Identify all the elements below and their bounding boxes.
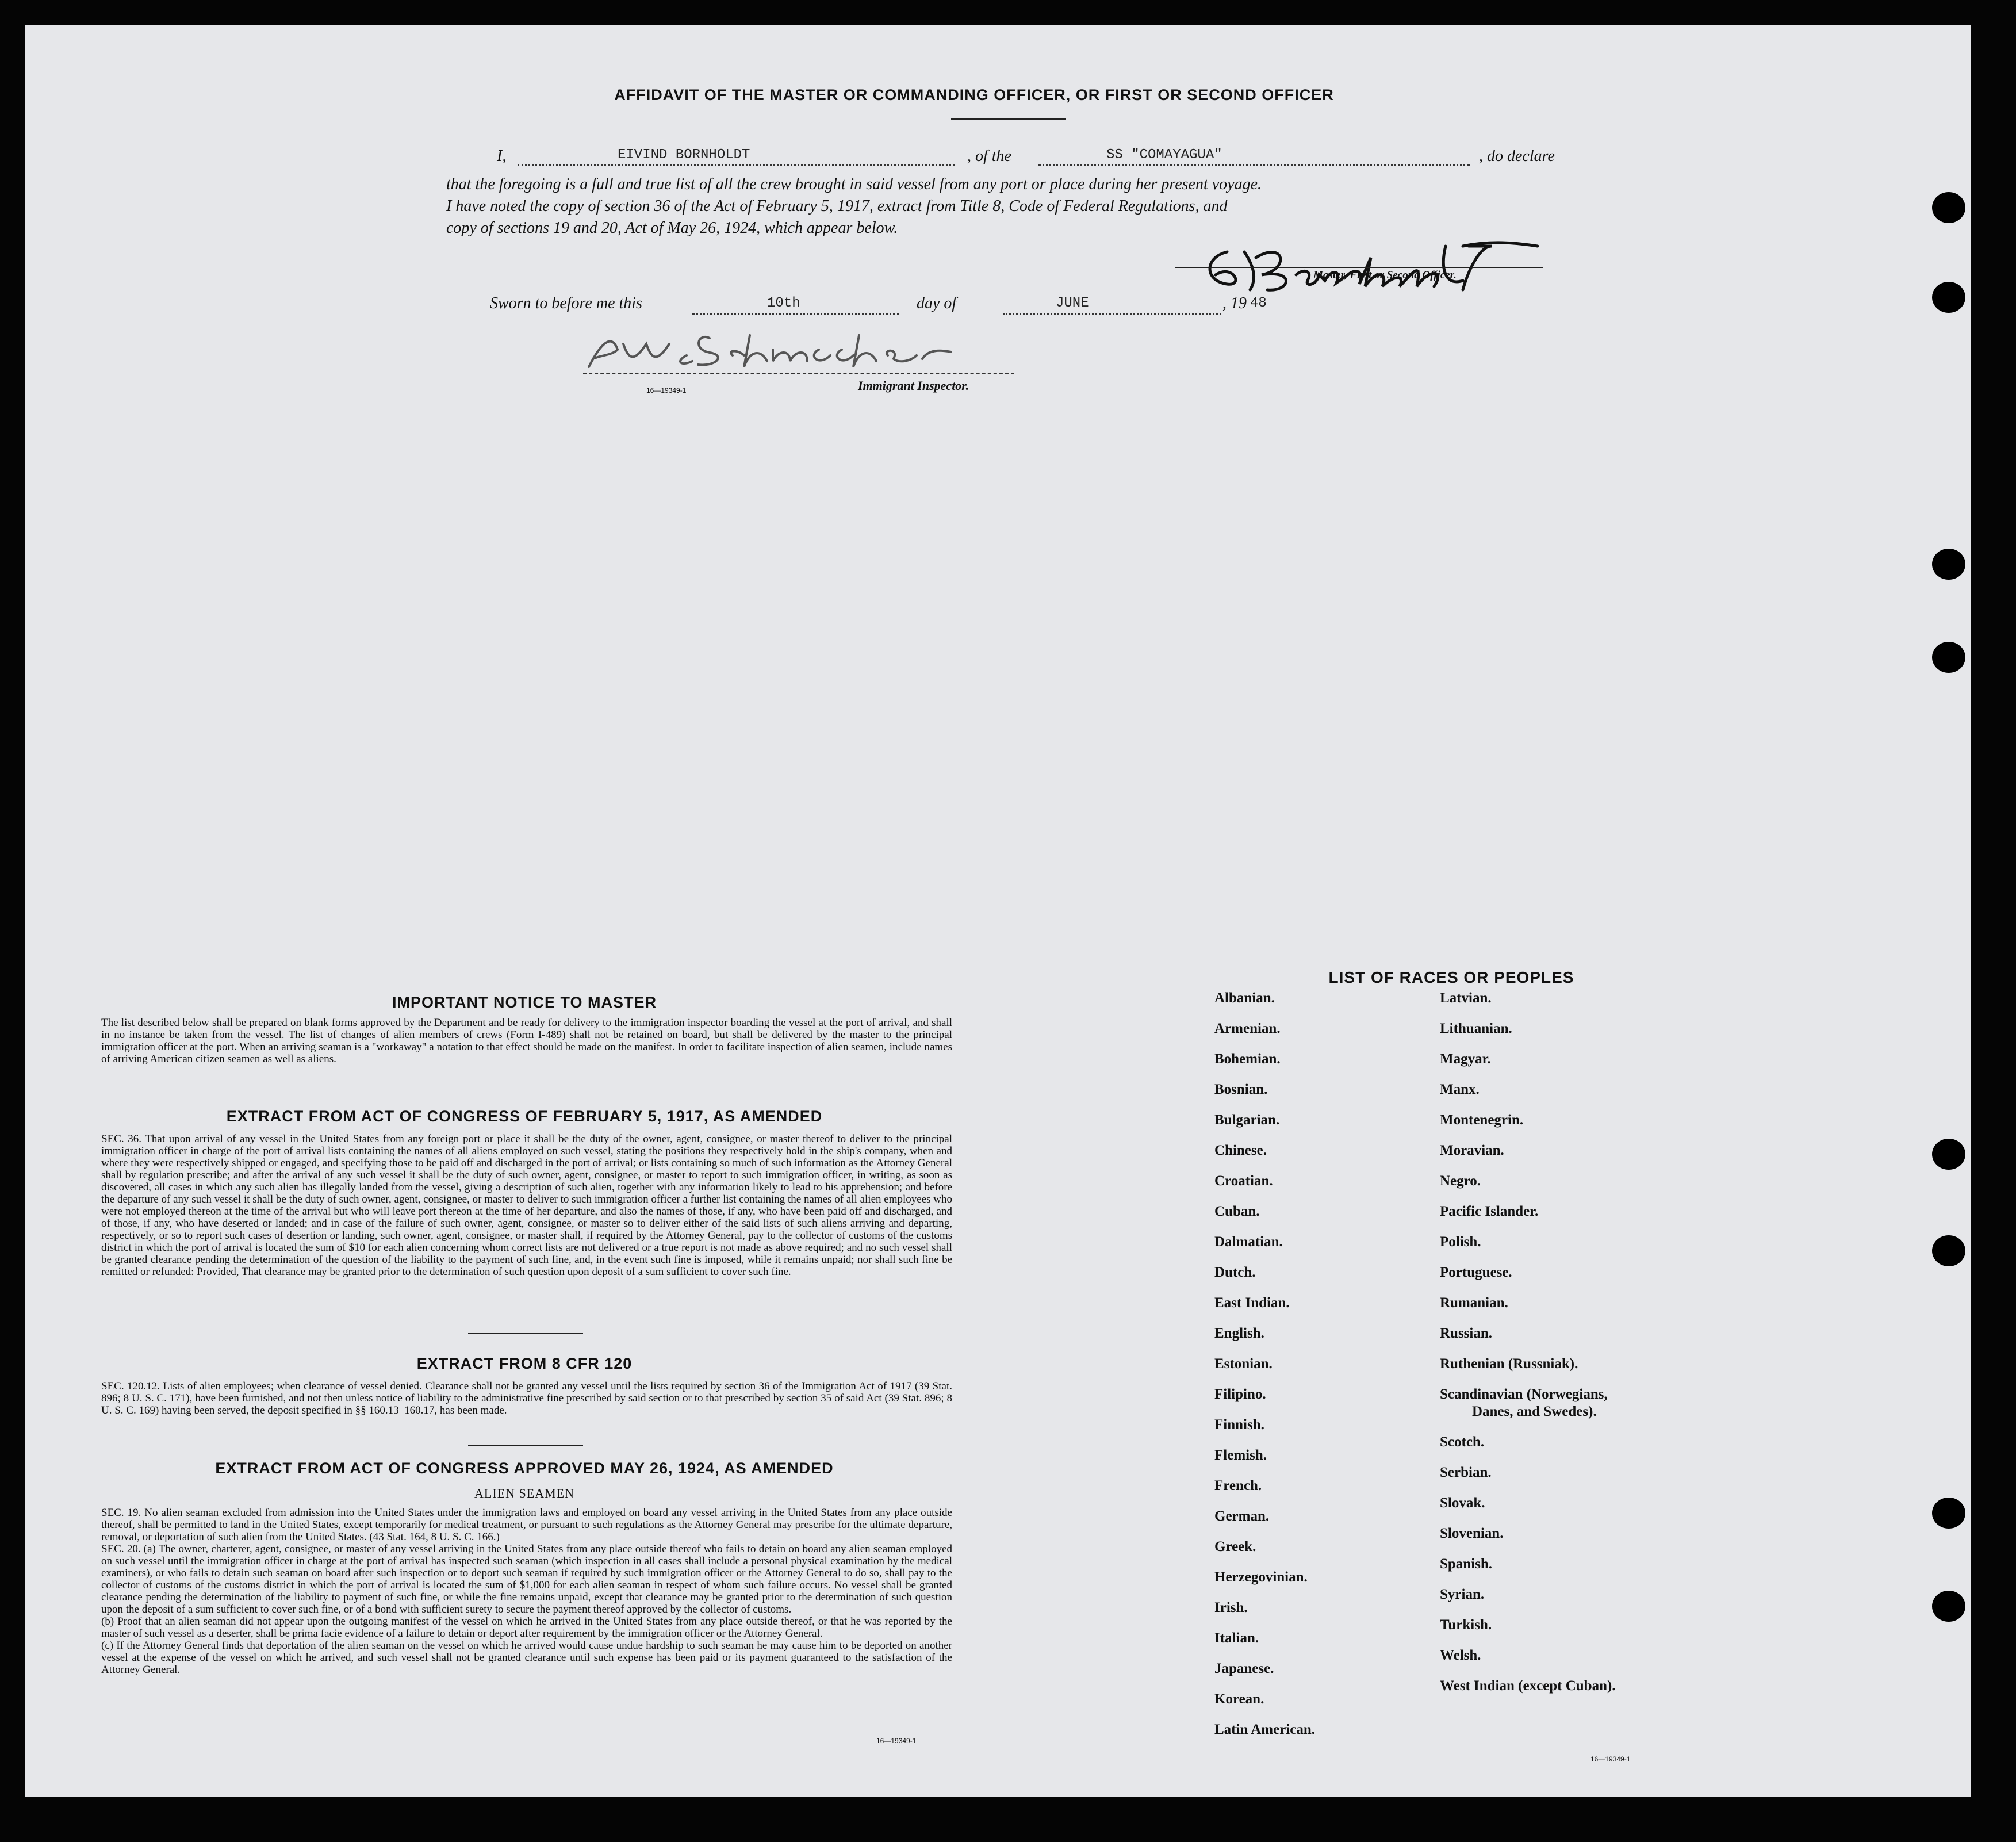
form-number-left: 16—19349-1 <box>876 1737 917 1745</box>
race-item: Scotch. <box>1440 1434 1485 1450</box>
month-line <box>1003 313 1221 315</box>
race-item: Welsh. <box>1440 1648 1481 1663</box>
race-item: West Indian (except Cuban). <box>1440 1678 1616 1694</box>
inspector-signature-line <box>583 373 1014 374</box>
extract-1924-text <box>101 1507 952 1676</box>
day-line <box>692 313 899 315</box>
inspector-signature <box>577 327 957 373</box>
sworn-month: JUNE <box>1056 296 1089 311</box>
master-signature <box>1193 235 1561 298</box>
vessel-line <box>1038 164 1470 166</box>
master-title: Master, First or Second Officer. <box>1313 269 1457 281</box>
race-item: Herzegovinian. <box>1214 1569 1308 1585</box>
race-item: Bohemian. <box>1214 1051 1281 1067</box>
declarant-name-line <box>518 164 955 166</box>
declaration-line-1: that the foregoing is a full and true list of all the crew brought in said vessel from any port or place during her present voyage. <box>446 175 1262 193</box>
declarant-prefix: I, <box>497 147 507 165</box>
race-item: Latin American. <box>1214 1722 1315 1737</box>
race-item: Ruthenian (Russniak). <box>1440 1356 1578 1372</box>
race-item: Scandinavian (Norwegians, <box>1440 1387 1608 1402</box>
important-notice-title: IMPORTANT NOTICE TO MASTER <box>392 994 657 1011</box>
race-item: Greek. <box>1214 1539 1256 1554</box>
punch-hole <box>1932 642 1965 673</box>
race-item: Croatian. <box>1214 1173 1273 1189</box>
race-item: Slovenian. <box>1440 1526 1504 1541</box>
race-item: Chinese. <box>1214 1143 1267 1158</box>
race-item: Cuban. <box>1214 1204 1260 1219</box>
race-item: Slovak. <box>1440 1495 1485 1511</box>
extract-cfr-text: SEC. 120.12. Lists of alien employees; when clearance of vessel denied. Clearance shall not be granted any vessel until the lists required by section 36 of the Immigration Act of 1917 (39 Stat. 896; 8 U. S. C. 171), have been furnished, and not then unless notice of liability to the administrative fine prescribed by said section or to that prescribed by section 35 of said Act (39 Stat. 896; 8 U. S. C. 169) having been served, the deposit specified in §§ 160.13–160.17, has been made. <box>101 1380 952 1416</box>
sec-20a-paragraph: SEC. 20. (a) The owner, charterer, agent, consignee, or master of any vessel arriving in the United States from any place outside thereof who fails to detain on board any alien seaman employed on such vessel until the immigration officer in charge at the port of arrival has inspected such seaman (which inspection in all cases shall include a personal physical examination by the medical examiners), or who fails to detain such seaman on board after such inspection or to deport such seaman if required by such immigration officer or the Attorney General to do so, shall pay to the collector of customs of the customs district in which the port of arrival is located the sum of $1,000 for each alien seaman in respect of whom such failure occurs. No vessel shall be granted clearance pending the determination of the liability to payment of such fine, or while the fine remains unpaid, except that clearance may be granted prior to the determination of such question upon the deposit of a sum sufficient to cover such fine, or of a bond with sufficient surety to secure the payment thereof approved by the collector of customs. <box>101 1543 952 1615</box>
race-item: Negro. <box>1440 1173 1481 1189</box>
race-item: Finnish. <box>1214 1417 1264 1433</box>
race-item: Manx. <box>1440 1082 1480 1097</box>
title-divider <box>951 118 1066 120</box>
race-item: Lithuanian. <box>1440 1021 1512 1036</box>
race-item: Danes, and Swedes). <box>1472 1404 1597 1419</box>
extract-1924-title: EXTRACT FROM ACT OF CONGRESS APPROVED MAY 26, 1924, AS AMENDED <box>215 1460 834 1477</box>
race-item: Syrian. <box>1440 1587 1485 1602</box>
race-item: Turkish. <box>1440 1617 1492 1633</box>
race-item: Japanese. <box>1214 1661 1274 1676</box>
race-item: Polish. <box>1440 1234 1481 1250</box>
punch-hole <box>1932 1139 1965 1170</box>
punch-hole <box>1932 1591 1965 1622</box>
sworn-label: Sworn to before me this <box>490 294 642 312</box>
race-item: Albanian. <box>1214 990 1275 1006</box>
race-item: Portuguese. <box>1440 1265 1512 1280</box>
declaration-line-3: copy of sections 19 and 20, Act of May 26, 1924, which appear below. <box>446 219 898 237</box>
declaration-line-2: I have noted the copy of section 36 of the Act of February 5, 1917, extract from Title 8, Code of Federal Regulations, and <box>446 197 1228 215</box>
race-item: Bulgarian. <box>1214 1112 1280 1128</box>
alien-seamen-subtitle: ALIEN SEAMEN <box>474 1486 574 1500</box>
race-item: Moravian. <box>1440 1143 1504 1158</box>
punch-hole <box>1932 1235 1965 1266</box>
race-item: Rumanian. <box>1440 1295 1508 1311</box>
master-signature-line <box>1175 267 1543 268</box>
extract-1917-text: SEC. 36. That upon arrival of any vessel in the United States from any foreign port or place it shall be the duty of the owner, agent, consignee, or master thereof to deliver to the principal immigration officer in charge of the port of arrival lists containing the names of all aliens employed on such vessel, stating the positions they respectively hold in the ship's company, when and where they were respectively shipped or engaged, and specifying those to be paid off and discharged in the port of arrival; or lists containing so much of such information as the Attorney General shall by regulation prescribe; and after the arrival of any such vessel it shall be the duty of such owner, agent, consignee, or master to report to such immigration officer, in writing, as soon as discovered, all cases in which any such alien has illegally landed from the vessel, giving a description of such alien, together with any information likely to lead to his apprehension; and before the departure of any such vessel it shall be the duty of such owner, agent, consignee, or master to deliver to such immigration officer a further list containing the names of all alien employees who were not employed thereon at the time of the arrival but who will leave port thereon at the time of her departure, and also the names of those, if any, who have been paid off and discharged, and of those, if any, who have deserted or landed; and in case of the failure of such owner, agent, consignee, or master so to deliver either of the said lists of such aliens arriving and departing, respectively, or so to report such cases of desertion or landing, such owner, agent, consignee, or master shall, if required by the Attorney General, pay to the collector of customs of the customs district in which the port of arrival is located the sum of $10 for each alien concerning whom correct lists are not delivered or a true report is not made as above required; and no such vessel shall be granted clearance pending the determination of the question of the liability to the payment of such fine, and, in the event such fine is imposed, while it remains unpaid; nor shall such fine be remitted or refunded: Provided, That clearance may be granted prior to the determination of such question upon deposit of a sum sufficient to cover such fine. <box>101 1133 952 1278</box>
form-number-top: 16—19349-1 <box>646 386 687 395</box>
races-title: LIST OF RACES OR PEOPLES <box>1328 968 1574 986</box>
race-item: Korean. <box>1214 1691 1264 1707</box>
race-item: English. <box>1214 1326 1264 1341</box>
race-item: East Indian. <box>1214 1295 1290 1311</box>
race-item: French. <box>1214 1478 1262 1493</box>
form-page <box>25 25 1971 1797</box>
sworn-day: 10th <box>767 296 800 311</box>
extract-cfr-title: EXTRACT FROM 8 CFR 120 <box>416 1355 633 1372</box>
race-item: Italian. <box>1214 1630 1259 1646</box>
race-item: Latvian. <box>1440 990 1492 1006</box>
sec-20c-paragraph: (c) If the Attorney General finds that deportation of the alien seaman on the vessel on which he arrived would cause undue hardship to such seaman he may cause him to be deported on another vessel at the expense of the vessel on which he arrived, and such vessel shall not be granted clearance until such expense has been paid or its payment guaranteed to the satisfaction of the Attorney General. <box>101 1640 952 1676</box>
important-notice-text: The list described below shall be prepared on blank forms approved by the Department and be ready for delivery to the immigration inspector boarding the vessel at the port of arrival, and shall in no instance be taken from the vessel. The list of changes of alien members of crews (Form I-489) shall not be retained on board, but shall be delivered by the master to the principal immigration officer at the port. When an arriving seaman is a "workaway" a notation to that effect should be made on the manifest. In order to facilitate inspection of alien seamen, include names of arriving American citizen seamen as well as aliens. <box>101 1017 952 1065</box>
race-item: Bosnian. <box>1214 1082 1268 1097</box>
inspector-title: Immigrant Inspector. <box>858 378 969 393</box>
divider-1 <box>468 1333 583 1334</box>
race-item: Estonian. <box>1214 1356 1273 1372</box>
sec-20b-paragraph: (b) Proof that an alien seaman did not appear upon the outgoing manifest of the vessel on which he arrived in the United States from any place outside thereof, or that he was reported by the master of such vessel as a deserter, shall be prima facie evidence of a failure to detain or deport after requirement by the immigration officer or the Attorney General. <box>101 1615 952 1640</box>
race-item: Dalmatian. <box>1214 1234 1283 1250</box>
race-item: Serbian. <box>1440 1465 1492 1480</box>
do-declare-label: , do declare <box>1479 147 1555 165</box>
race-item: Pacific Islander. <box>1440 1204 1539 1219</box>
day-of-label: day of <box>917 294 957 312</box>
extract-1917-title: EXTRACT FROM ACT OF CONGRESS OF FEBRUARY 5, 1917, AS AMENDED <box>226 1108 823 1125</box>
year-prefix: , 19 <box>1222 294 1247 312</box>
punch-hole <box>1932 549 1965 580</box>
punch-hole <box>1932 192 1965 223</box>
affidavit-title: AFFIDAVIT OF THE MASTER OR COMMANDING OFFICER, OR FIRST OR SECOND OFFICER <box>614 86 1334 104</box>
race-item: Russian. <box>1440 1326 1493 1341</box>
sworn-year-suffix: 48 <box>1250 296 1267 311</box>
race-item: German. <box>1214 1508 1270 1524</box>
vessel-name: SS "COMAYAGUA" <box>1106 147 1222 163</box>
race-item: Flemish. <box>1214 1447 1267 1463</box>
form-number-right: 16—19349-1 <box>1590 1755 1631 1763</box>
race-item: Irish. <box>1214 1600 1248 1615</box>
punch-hole <box>1932 1498 1965 1529</box>
sec-19-paragraph: SEC. 19. No alien seaman excluded from admission into the United States under the immigration laws and employed on board any vessel arriving in the United States from any place outside thereof, shall be permitted to land in the United States, except temporarily for medical treatment, or pursuant to such regulations as the Attorney General may prescribe for the ultimate departure, removal, or deportation of such alien from the United States. (43 Stat. 164, 8 U. S. C. 166.) <box>101 1507 952 1543</box>
race-item: Armenian. <box>1214 1021 1281 1036</box>
race-item: Filipino. <box>1214 1387 1266 1402</box>
declaration-text <box>446 174 1562 239</box>
divider-2 <box>468 1445 583 1446</box>
of-the-label: , of the <box>967 147 1011 165</box>
race-item: Dutch. <box>1214 1265 1256 1280</box>
punch-hole <box>1932 282 1965 313</box>
declarant-name: EIVIND BORNHOLDT <box>618 147 750 163</box>
race-item: Montenegrin. <box>1440 1112 1524 1128</box>
race-item: Magyar. <box>1440 1051 1491 1067</box>
race-item: Spanish. <box>1440 1556 1493 1572</box>
